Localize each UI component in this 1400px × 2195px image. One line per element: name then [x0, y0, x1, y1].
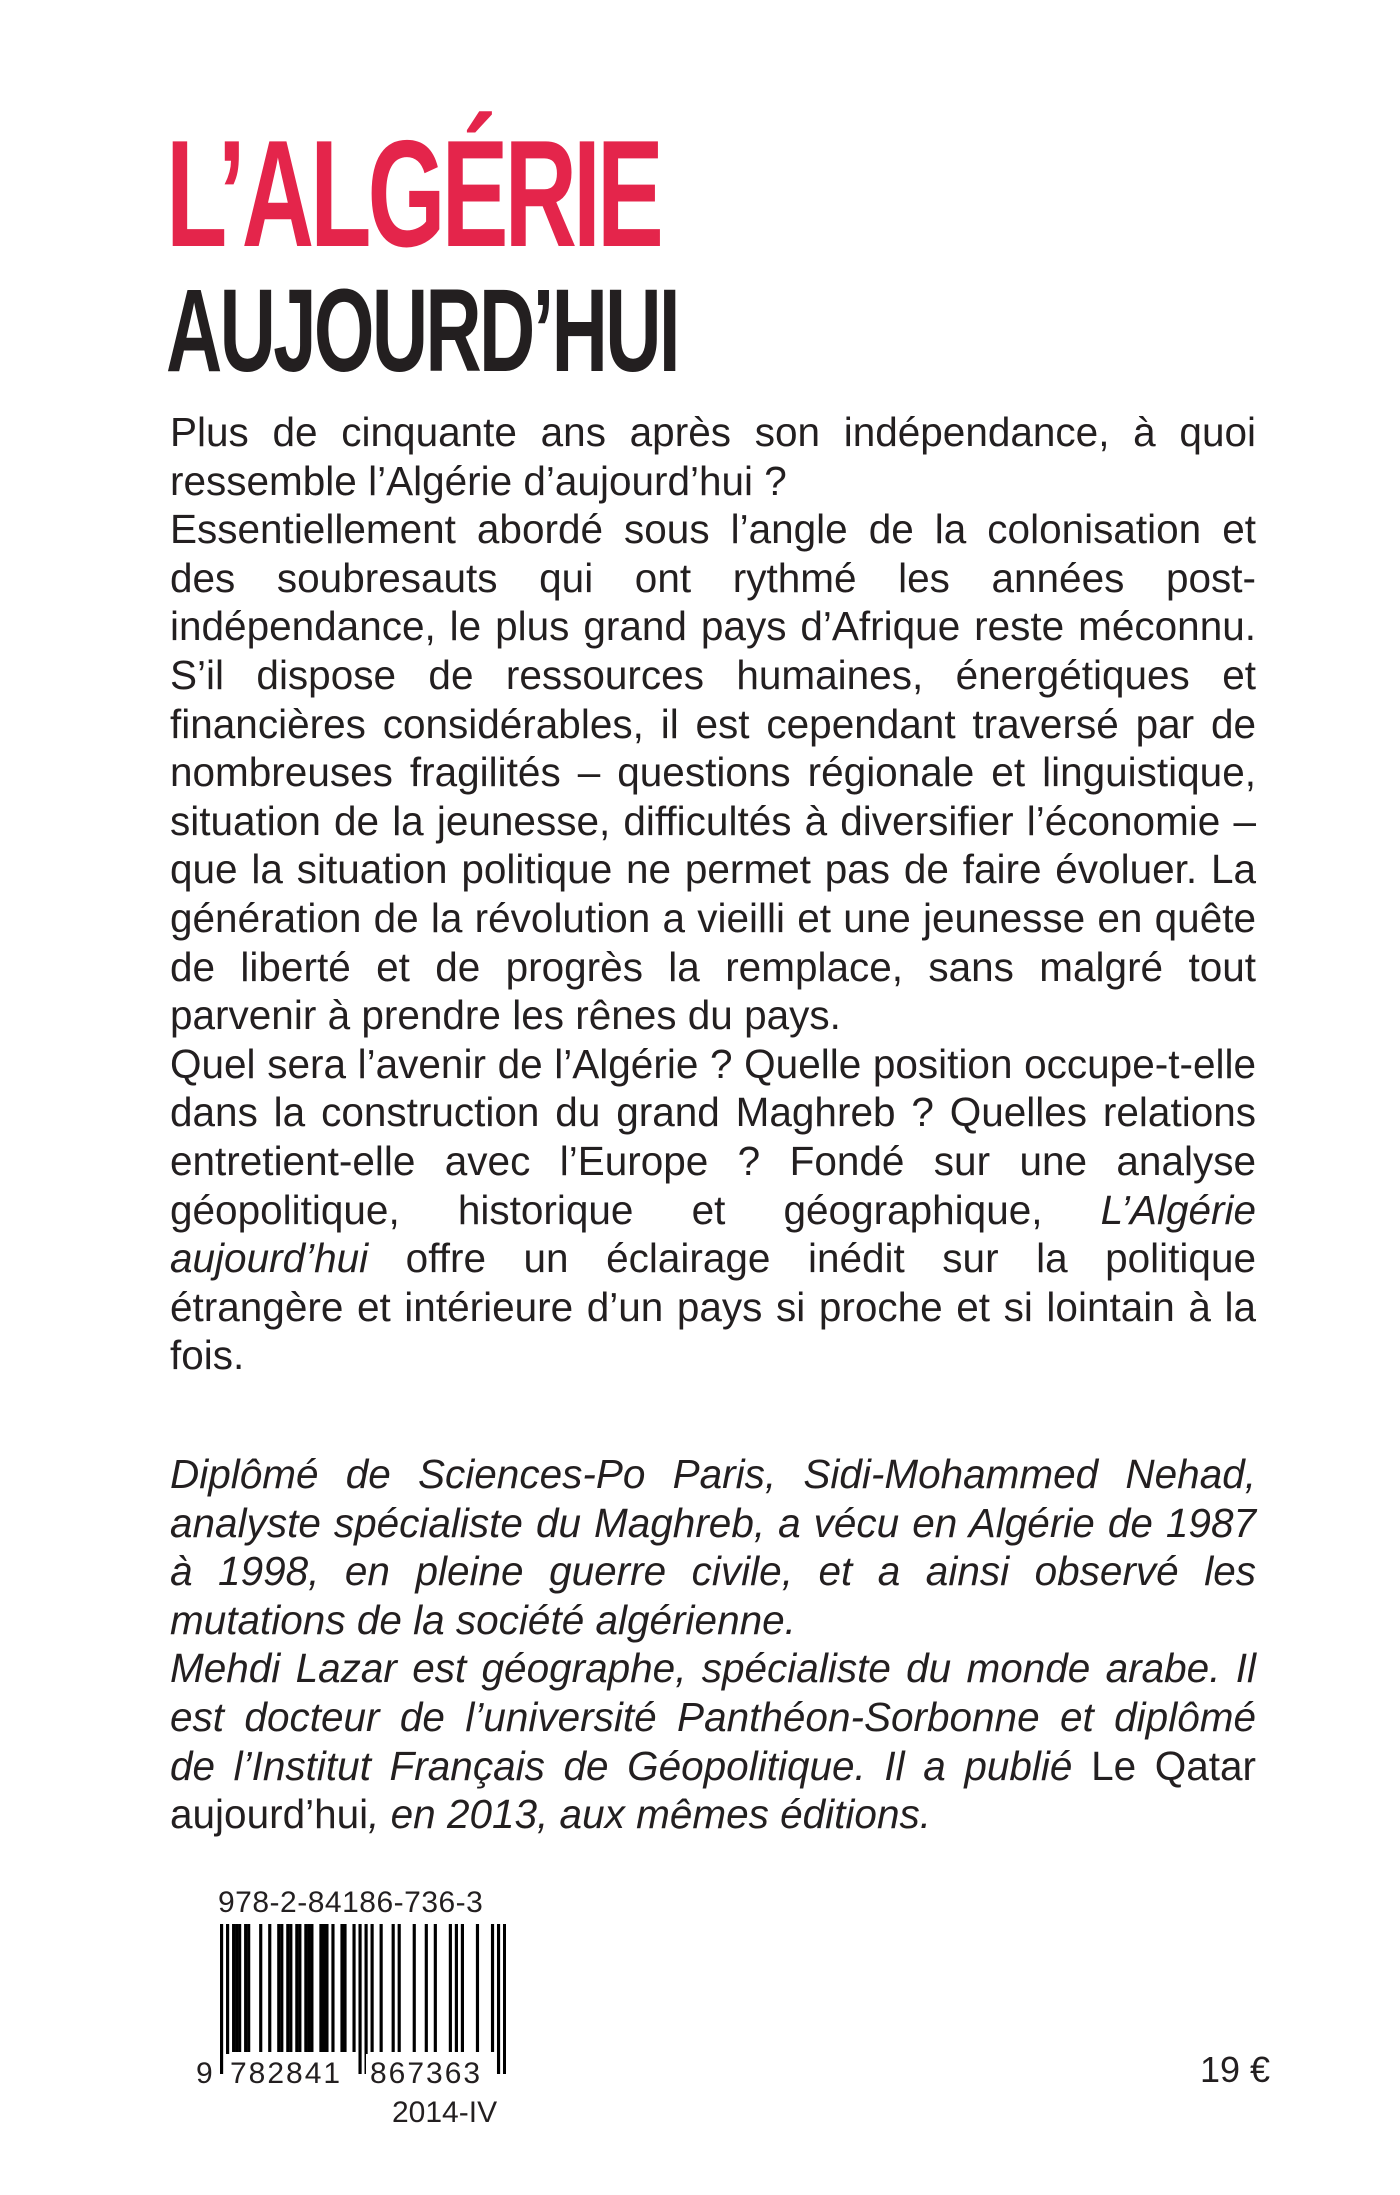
barcode-bar — [310, 1924, 313, 2052]
edition-code: 2014-IV — [392, 2096, 498, 2129]
book-title-inline: L’Algérie aujourd’hui — [170, 1186, 1256, 1282]
barcode-bar — [491, 1924, 494, 2052]
barcode-digit-first: 9 — [196, 2054, 213, 2094]
book-description — [170, 408, 1256, 1380]
title-line-algerie: L’ALGÉRIE — [166, 109, 660, 279]
description-text: offre un éclairage inédit sur la politique étrangère et intérieure d’un pays si proche et si lointain à la fois. — [170, 1235, 1256, 1379]
barcode-bar — [352, 1924, 355, 2052]
description-paragraph: Essentiellement abordé sous l’angle de la colonisation et des soubresauts qui ont rythmé les années post-indépendance, le plus grand pays d’Afrique reste méconnu. S’il dispose de ressources humaines, énergétiques et financières considérables, il est cependant traversé par de nombreuses fragilités – questions régionale et linguistique, situation de la jeunesse, difficultés à diversifier l’économie – que la situation politique ne permet pas de faire évoluer. La génération de la révolution a vieilli et une jeunesse en quête de liberté et de progrès la remplace, sans malgré tout parvenir à prendre les rênes du pays. — [170, 506, 1256, 1039]
isbn-number: 978-2-84186-736-3 — [218, 1886, 484, 1919]
barcode-digit-group-left: 782841 — [226, 2054, 346, 2094]
barcode-bar — [398, 1924, 401, 2052]
title-line-aujourdhui: AUJOURD’HUI — [166, 265, 678, 397]
price: 19 € — [1200, 2049, 1271, 2090]
barcode-bar — [289, 1924, 292, 2052]
barcode-bar — [307, 1924, 310, 2052]
barcode-bar — [268, 1924, 271, 2052]
barcode-bar — [259, 1924, 262, 2052]
description-text: Quel sera l’avenir de l’Algérie ? Quelle position occupe-t-elle dans la construction du grand Maghreb ? Quelles relations entretient-elle avec l’Europe ? Fondé sur une analyse géopolitique, historique et géographique, — [170, 1040, 1256, 1233]
barcode-bar — [298, 1924, 301, 2052]
barcode-bar — [380, 1924, 383, 2052]
barcode-digit-group-right: 867363 — [366, 2054, 486, 2094]
barcode-bar — [476, 1924, 479, 2052]
barcode-bar — [322, 1924, 325, 2052]
author-bio-nehad: Diplômé de Sciences-Po Paris, Sidi-Mohammed Nehad, analyste spécialiste du Maghreb, a vécu en Algérie de 1987 à 1998, en pleine guerre civile, et a ainsi observé les mutations de la société algérienne. — [170, 1451, 1256, 1643]
barcode-bar — [392, 1924, 395, 2052]
description-paragraph: Plus de cinquante ans après son indépendance, à quoi ressemble l’Algérie d’aujourd’hui ? — [170, 409, 1256, 504]
barcode-bar — [238, 1924, 241, 2052]
barcode-bar — [371, 1924, 374, 2052]
barcode-bar — [247, 1924, 250, 2052]
barcode-bar — [425, 1924, 428, 2052]
barcode-bar — [434, 1924, 437, 2052]
barcode-bar — [304, 1924, 307, 2052]
barcode-bar — [455, 1924, 458, 2052]
barcode-bar — [325, 1924, 328, 2052]
barcode-digits — [196, 2048, 516, 2088]
barcode-bar — [340, 1924, 343, 2052]
barcode-bar — [232, 1924, 235, 2052]
author-bios — [170, 1450, 1256, 1839]
barcode-bar — [295, 1924, 298, 2052]
barcode-bar — [319, 1924, 322, 2052]
description-paragraph-last — [170, 1040, 1256, 1380]
bio-text: , en 2013, aux mêmes éditions. — [368, 1791, 931, 1838]
barcode-bar — [235, 1924, 238, 2052]
barcode-bar — [461, 1924, 464, 2052]
previous-book-title: Le Qatar aujourd’hui — [170, 1742, 1257, 1838]
bio-text: Mehdi Lazar est géographe, spécialiste du monde arabe. Il est docteur de l’université Panthéon-Sorbonne et diplômé de l’Institut Français de Géopolitique. Il a publié — [170, 1645, 1256, 1789]
barcode — [196, 1924, 506, 2094]
barcode-bar — [413, 1924, 416, 2052]
author-bio-lazar — [170, 1644, 1256, 1838]
barcode-bar — [449, 1924, 452, 2052]
barcode-bar — [331, 1924, 334, 2052]
barcode-bar — [286, 1924, 289, 2052]
barcode-bar — [343, 1924, 346, 2052]
barcode-bar — [244, 1924, 247, 2052]
book-title — [166, 109, 866, 397]
barcode-bar — [280, 1924, 283, 2052]
barcode-bar — [277, 1924, 280, 2052]
